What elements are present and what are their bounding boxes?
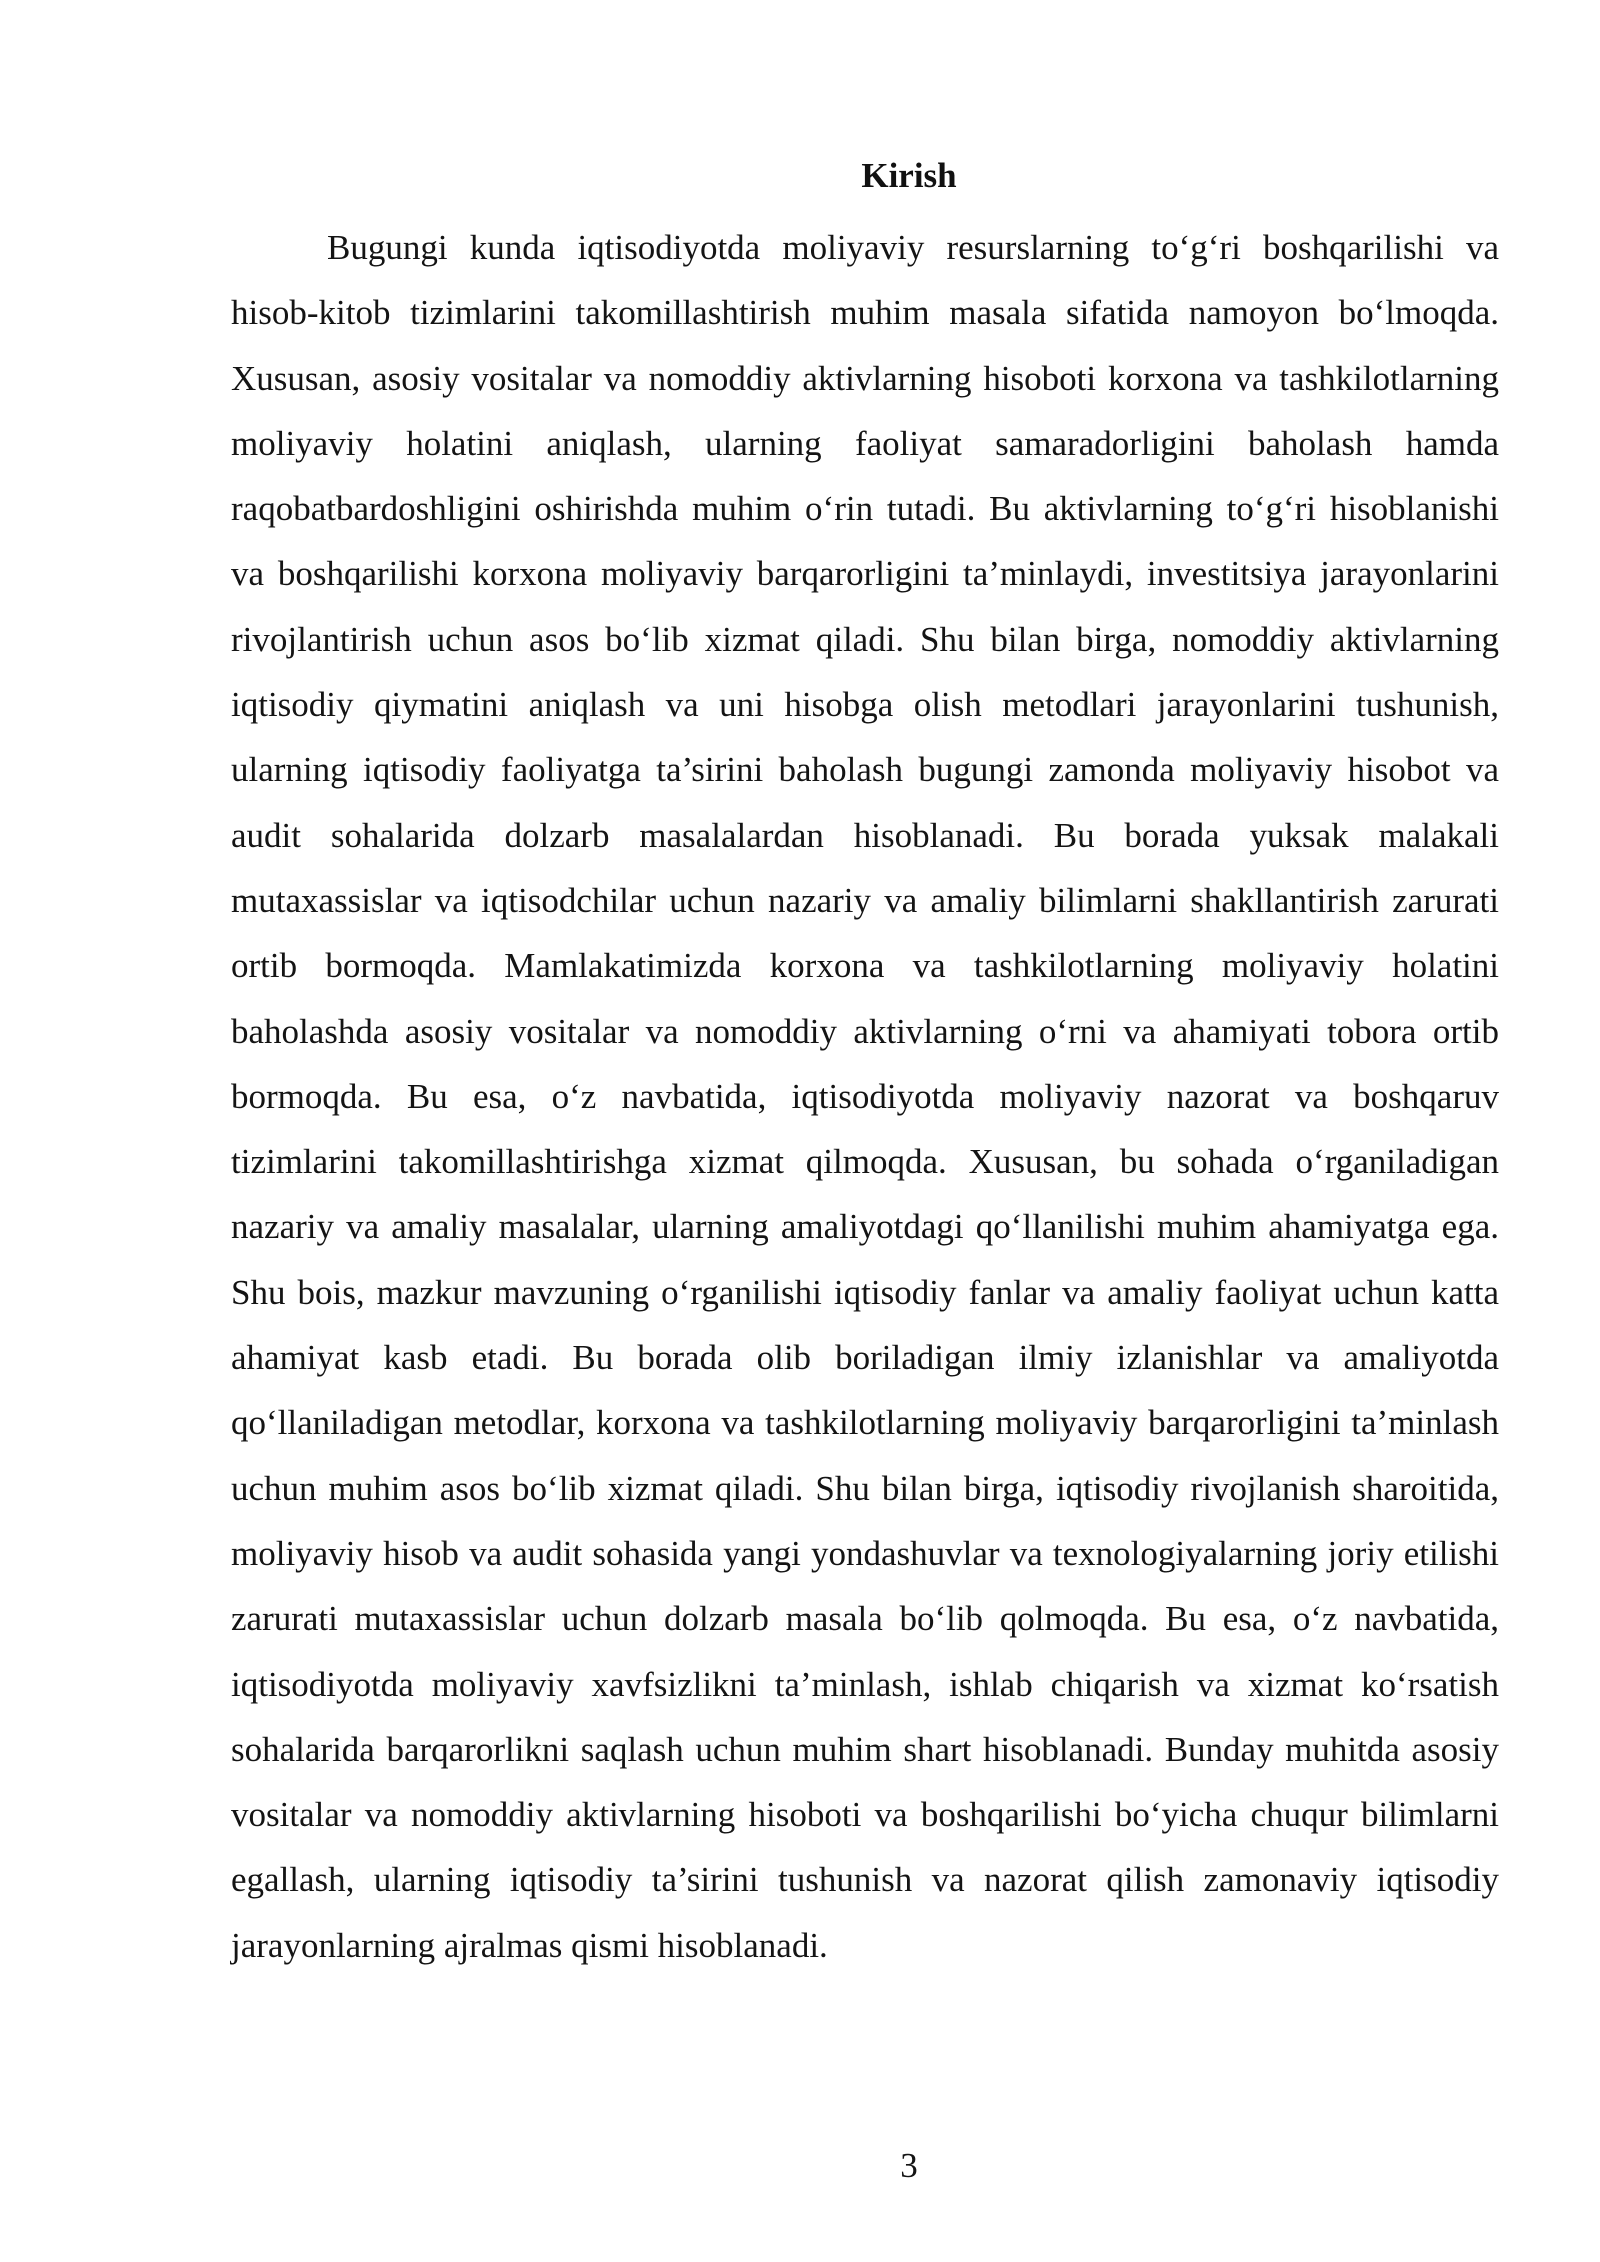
body-paragraph: Bugungi kunda iqtisodiyotda moliyaviy resurslarning to‘g‘ri boshqarilishi va hisob-kitob tizimlarini takomillashtirish muhim masala sifatida namoyon bo‘lmoqda. Xususan, asosiy vositalar va nomoddiy aktivlarning hisoboti korxona va tashkilotlarning moliyaviy holatini aniqlash, ularning faoliyat samaradorligini baholash hamda raqobatbardoshligini oshirishda muhim o‘rin tutadi. Bu aktivlarning to‘g‘ri hisoblanishi va boshqarilishi korxona moliyaviy barqarorligini ta’minlaydi, investitsiya jarayonlarini rivojlantirish uchun asos bo‘lib xizmat qiladi. Shu bilan birga, nomoddiy aktivlarning iqtisodiy qiymatini aniqlash va uni hisobga olish metodlari jarayonlarini tushunish, ularning iqtisodiy faoliyatga ta’sirini baholash bugungi zamonda moliyaviy hisobot va audit sohalarida dolzarb masalalardan hisoblanadi. Bu borada yuksak malakali mutaxassislar va iqtisodchilar uchun nazariy va amaliy bilimlarni shakllantirish zarurati ortib bormoqda. Mamlakatimizda korxona va tashkilotlarning moliyaviy holatini baholashda asosiy vositalar va nomoddiy aktivlarning o‘rni va ahamiyati tobora ortib bormoqda. Bu esa, o‘z navbatida, iqtisodiyotda moliyaviy nazorat va boshqaruv tizimlarini takomillashtirishga xizmat qilmoqda. Xususan, bu sohada o‘rganiladigan nazariy va amaliy masalalar, ularning amaliyotdagi qo‘llanilishi muhim ahamiyatga ega. Shu bois, mazkur mavzuning o‘rganilishi iqtisodiy fanlar va amaliy faoliyat uchun katta ahamiyat kasb etadi. Bu borada olib boriladigan ilmiy izlanishlar va amaliyotda qo‘llaniladigan metodlar, korxona va tashkilotlarning moliyaviy barqarorligini ta’minlash uchun muhim asos bo‘lib xizmat qiladi. Shu bilan birga, iqtisodiy rivojlanish sharoitida, moliyaviy hisob va audit sohasida yangi yondashuvlar va texnologiyalarning joriy etilishi zarurati mutaxassislar uchun dolzarb masala bo‘lib qolmoqda. Bu esa, o‘z navbatida, iqtisodiyotda moliyaviy xavfsizlikni ta’minlash, ishlab chiqarish va xizmat ko‘rsatish sohalarida barqarorlikni saqlash uchun muhim shart hisoblanadi. Bunday muhitda asosiy vositalar va nomoddiy aktivlarning hisoboti va boshqarilishi bo‘yicha chuqur bilimlarni egallash, ularning iqtisodiy ta’sirini tushunish va nazorat qilish zamonaviy iqtisodiy jarayonlarning ajralmas qismi hisoblanadi. xyxy=(231,228,1499,1965)
page-number: 3 xyxy=(900,2146,918,2185)
section-title: Kirish xyxy=(861,156,957,195)
